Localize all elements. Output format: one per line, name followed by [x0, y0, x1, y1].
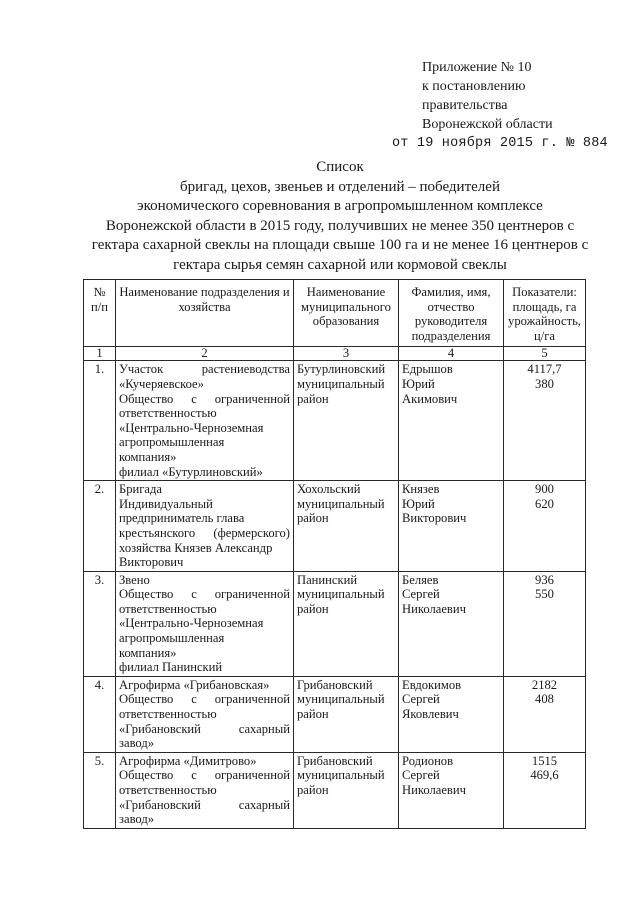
head-name-line: Юрий [402, 496, 435, 511]
subdivision-line: завод» [119, 736, 155, 751]
indicators-cell [504, 676, 586, 752]
subdivision-line: Общество с ограниченной [119, 587, 290, 602]
head-name-line: Едрышов [402, 362, 453, 377]
row-number: 5. [84, 752, 116, 828]
subdivision-line: ответственностью [119, 406, 217, 421]
indicators-cell [504, 481, 586, 572]
head-name-line: Викторович [402, 511, 467, 526]
municipality-line: муниципальный [297, 768, 385, 783]
row-number: 4. [84, 676, 116, 752]
head-name-line: Сергей [402, 768, 440, 783]
subdivision-line: «Центрально-Черноземная [119, 616, 264, 631]
municipality-line: Грибановский [297, 753, 373, 768]
subdivision-line: агропромышленная [119, 435, 225, 450]
head-name-line: Князев [402, 482, 440, 497]
subdivision-line: филиал «Бутурлиновский» [119, 464, 263, 479]
yield-value: 408 [535, 692, 554, 707]
table-row [84, 571, 586, 676]
head-name-line: Юрий [402, 376, 435, 391]
column-index: 4 [399, 347, 504, 361]
document-title [60, 158, 620, 275]
table-row [84, 481, 586, 572]
head-name-line: Евдокимов [402, 677, 462, 692]
municipality-cell [294, 361, 399, 481]
subdivision-line: завод» [119, 812, 155, 827]
subdivision-line: компания» [119, 449, 177, 464]
header-indicators: Показатели: площадь, га урожайность, ц/га [504, 280, 586, 347]
head-name-line: Родионов [402, 753, 454, 768]
subdivision-cell [116, 752, 294, 828]
column-index: 1 [84, 347, 116, 361]
yield-value: 469,6 [530, 768, 559, 783]
table-row [84, 361, 586, 481]
subdivision-line: предприниматель глава [119, 511, 245, 526]
row-number: 3. [84, 571, 116, 676]
subdivision-cell [116, 676, 294, 752]
municipality-line: район [297, 783, 329, 797]
column-index-row [84, 347, 586, 361]
subdivision-line: «Грибановский сахарный [119, 721, 290, 736]
area-value: 936 [535, 572, 554, 587]
municipality-line: муниципальный [297, 587, 385, 602]
municipality-line: район [297, 511, 329, 526]
title-line: экономического соревнования в агропромышленном комплексе [137, 198, 543, 214]
municipality-line: район [297, 601, 329, 616]
area-value: 1515 [531, 753, 558, 768]
subdivision-line: Бригада [119, 482, 163, 497]
column-index: 2 [116, 347, 294, 361]
indicators-cell [504, 361, 586, 481]
head-name-line: Сергей [402, 587, 440, 602]
area-value: 2182 [531, 677, 558, 692]
subdivision-line: агропромышленная [119, 631, 225, 646]
subdivision-line: крестьянского (фермерского) [119, 525, 290, 540]
municipality-cell [294, 481, 399, 572]
head-name-cell [399, 361, 504, 481]
appendix-authority: правительства [422, 98, 508, 113]
column-index: 5 [504, 347, 586, 361]
subdivision-line: Агрофирма «Димитрово» [119, 753, 257, 768]
subdivision-line: ответственностью [119, 707, 217, 722]
municipality-line: район [297, 391, 329, 406]
subdivision-line: Общество с ограниченной [119, 391, 290, 406]
row-number: 2. [84, 481, 116, 572]
title-line: гектара сырья семян сахарной или кормовой свеклы [173, 256, 507, 273]
header-head: Фамилия, имя, отчество руководителя подразделения [399, 280, 504, 347]
table-header-row [84, 280, 586, 347]
subdivision-line: Агрофирма «Грибановская» [119, 677, 270, 692]
title-heading: Список [316, 159, 364, 175]
table-row [84, 752, 586, 828]
title-line: бригад, цехов, звеньев и отделений – победителей [180, 178, 500, 195]
subdivision-line: Участок растениеводства [119, 362, 290, 377]
head-name-cell [399, 676, 504, 752]
municipality-line: Панинский [297, 572, 358, 587]
appendix-reference: к постановлению [422, 79, 526, 94]
header-subdivision: Наименование подразделения и хозяйства [116, 280, 294, 347]
area-value: 4117,7 [527, 362, 562, 377]
table-row [84, 676, 586, 752]
subdivision-line: Общество с ограниченной [119, 692, 290, 707]
subdivision-line: «Грибановский сахарный [119, 797, 290, 812]
column-index: 3 [294, 347, 399, 361]
municipality-line: Грибановский [297, 677, 373, 692]
head-name-line: Акимович [402, 391, 458, 406]
subdivision-cell [116, 571, 294, 676]
subdivision-line: хозяйства Князев Александр [119, 540, 273, 555]
appendix-number: Приложение № 10 [422, 60, 532, 75]
decree-date-stamp: от 19 ноября 2015 г. № 884 [392, 136, 608, 151]
subdivision-line: ответственностью [119, 783, 217, 797]
subdivision-line: компания» [119, 645, 177, 660]
title-line: Воронежской области в 2015 году, получивших не менее 350 центнеров с [105, 217, 575, 234]
indicators-cell [504, 571, 586, 676]
indicators-cell [504, 752, 586, 828]
subdivision-line: «Центрально-Черноземная [119, 420, 264, 435]
municipality-line: район [297, 707, 329, 722]
subdivision-line: ответственностью [119, 601, 217, 616]
head-name-line: Николаевич [402, 601, 466, 616]
subdivision-cell [116, 481, 294, 572]
municipality-line: муниципальный [297, 692, 385, 707]
municipality-line: Хохольский [297, 482, 361, 497]
subdivision-line: Общество с ограниченной [119, 768, 290, 783]
municipality-line: муниципальный [297, 376, 385, 391]
row-number: 1. [84, 361, 116, 481]
head-name-cell [399, 481, 504, 572]
municipality-line: муниципальный [297, 496, 385, 511]
subdivision-line: Викторович [119, 555, 184, 570]
appendix-region: Воронежской области [422, 117, 553, 132]
header-num: № п/п [84, 280, 116, 347]
header-municipality: Наименование муниципального образования [294, 280, 399, 347]
subdivision-cell [116, 361, 294, 481]
head-name-cell [399, 752, 504, 828]
head-name-line: Яковлевич [402, 707, 459, 722]
area-value: 900 [535, 482, 554, 497]
municipality-cell [294, 752, 399, 828]
municipality-cell [294, 571, 399, 676]
winners-table [83, 279, 586, 829]
head-name-line: Сергей [402, 692, 440, 707]
appendix-block [392, 58, 608, 153]
yield-value: 550 [535, 587, 554, 602]
municipality-line: Бутурлиновский [297, 362, 386, 377]
subdivision-line: филиал Панинский [119, 660, 223, 675]
municipality-cell [294, 676, 399, 752]
head-name-line: Беляев [402, 572, 439, 587]
head-name-cell [399, 571, 504, 676]
head-name-line: Николаевич [402, 783, 466, 797]
subdivision-line: «Кучеряевское» [119, 376, 204, 391]
subdivision-line: Звено [119, 572, 150, 587]
subdivision-line: Индивидуальный [119, 496, 213, 511]
title-line: гектара сахарной свеклы на площади свыше 100 га и не менее 16 центнеров с [91, 237, 589, 253]
yield-value: 380 [535, 376, 554, 391]
yield-value: 620 [535, 496, 554, 511]
